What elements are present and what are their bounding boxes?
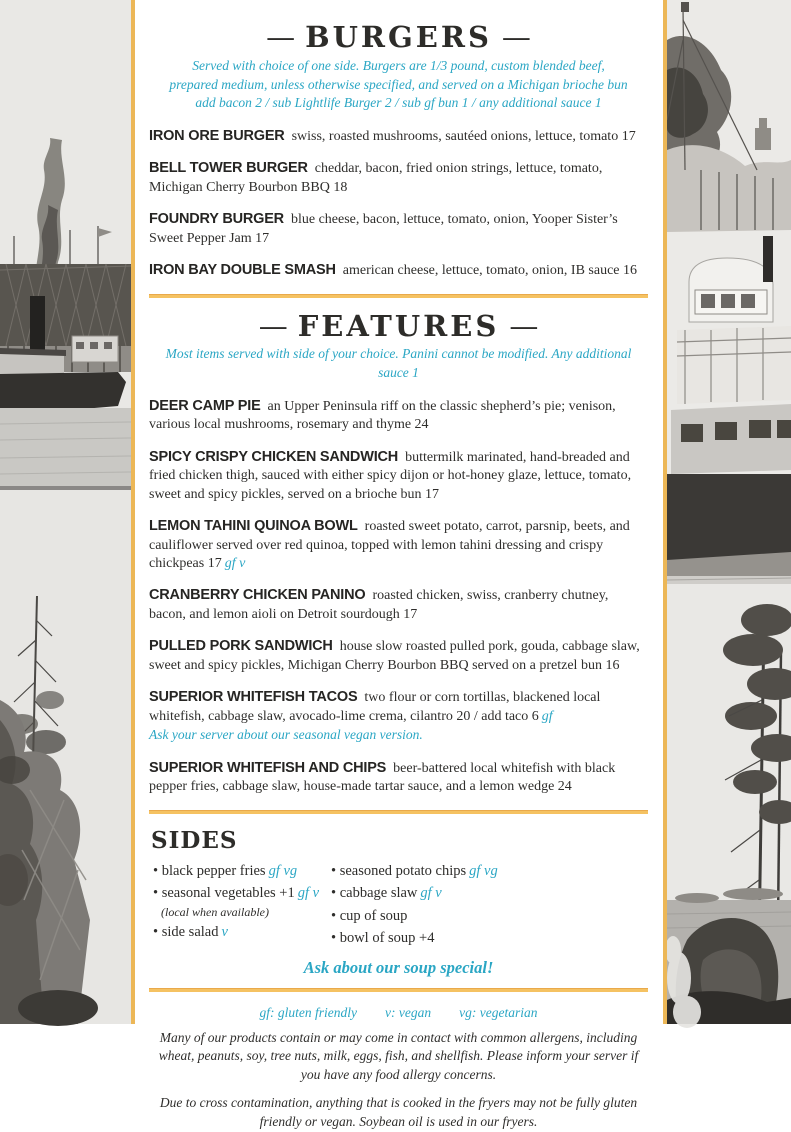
menu-item (149, 637, 648, 675)
footer (149, 1005, 648, 1132)
section-divider (149, 294, 648, 298)
features-list (149, 397, 648, 797)
menu-item (149, 159, 648, 197)
dash-ornament: — (258, 308, 288, 343)
sides-title: SIDES (151, 826, 238, 854)
menu-item (149, 448, 648, 504)
item-dietary-tags: gf v (224, 556, 246, 571)
burgers-title: — BURGERS — (149, 22, 648, 54)
note-line: Most items served with side of your choice. Panini cannot be modified. Any additional sauce 1 (165, 346, 632, 381)
side-item-note: (local when available) (161, 904, 269, 919)
item-dietary-tags: gf vg (469, 862, 498, 879)
right-photo-strip (667, 0, 791, 1024)
item-name: SPICY CRISPY CHICKEN SANDWICH (149, 448, 399, 465)
item-name: SUPERIOR WHITEFISH AND CHIPS (149, 759, 387, 776)
item-name: IRON BAY DOUBLE SMASH (149, 262, 336, 279)
legend-item: v: vegan (385, 1004, 432, 1020)
side-item: • seasonal vegetables +1 gf v (local when available) (153, 882, 331, 919)
side-item: • cup of soup (331, 905, 498, 927)
item-name: SUPERIOR WHITEFISH TACOS (149, 689, 358, 706)
item-name: PULLED PORK SANDWICH (149, 638, 333, 655)
item-dietary-tags: gf v (420, 885, 442, 902)
dash-ornament: — (501, 20, 531, 54)
side-item: • side salad v (153, 921, 331, 943)
legend-item: vg: vegetarian (459, 1004, 538, 1020)
item-description: buttermilk marinated, hand-breaded and fried chicken thigh, sauced with either spicy dijon or hot-honey glaze, lettuce, tomato, sweet and spicy pickles, served on a brioche bun 17 (149, 449, 632, 502)
item-description: swiss, roasted mushrooms, sautéed onions, lettuce, tomato 17 (291, 128, 636, 144)
section-burgers (149, 22, 648, 281)
side-item: • cabbage slaw gf v (331, 882, 498, 904)
sides-column-1 (153, 860, 331, 950)
menu-item (149, 759, 648, 797)
section-sides (149, 827, 648, 978)
item-description: blue cheese, bacon, lettuce, tomato, onion, Yooper Sister’s Sweet Pepper Jam 17 (149, 212, 618, 246)
legend-item: gf: gluten friendly (259, 1004, 358, 1020)
menu-item (149, 586, 648, 624)
cliff-pine-photo (0, 490, 131, 1024)
note-line: prepared medium, unless otherwise specified, and served on a Michigan brioche bun (169, 76, 628, 92)
menu-item (149, 397, 648, 435)
side-item: • black pepper fries gf vg (153, 860, 331, 882)
soup-special-note: Ask about our soup special! (303, 957, 494, 977)
left-photo-strip (0, 0, 131, 1024)
side-item: • bowl of soup +4 (331, 927, 498, 949)
section-features (149, 308, 648, 797)
section-divider (149, 810, 648, 814)
menu-item (149, 261, 648, 280)
dash-ornament: — (509, 308, 539, 343)
sides-column-2 (331, 860, 498, 950)
item-name: CRANBERRY CHICKEN PANINO (149, 587, 366, 604)
burgers-list (149, 127, 648, 281)
burgers-note (149, 57, 648, 113)
item-dietary-tags: gf v (297, 885, 320, 902)
item-description: american cheese, lettuce, tomato, onion, IB sauce 16 (342, 263, 638, 279)
item-description: roasted chicken, swiss, cranberry chutney, bacon, and lemon aioli on Detroit sourdough 17 (149, 588, 609, 622)
menu-item (149, 127, 648, 146)
menu-item (149, 517, 648, 573)
menu-item (149, 210, 648, 248)
item-dietary-tags: gf (541, 708, 553, 724)
item-dietary-tags: v (221, 924, 228, 941)
item-description: beer-battered local whitefish with black pepper fries, cabbage slaw, house-made tartar sauce, and a lemon wedge 24 (149, 760, 616, 795)
item-name: LEMON TAHINI QUINOA BOWL (149, 518, 358, 535)
dash-ornament: — (266, 20, 296, 54)
allergen-notice: Many of our products contain or may come in contact with common allergens, including wheat, peanuts, soy, tree nuts, milk, eggs, fish, and shellfish. Please inform your server if you have any food allergy concerns. (158, 1029, 639, 1083)
item-dietary-tags: gf vg (268, 862, 298, 879)
sides-columns (153, 860, 648, 950)
item-description: cheddar, bacon, fried onion strings, lettuce, tomato, Michigan Cherry Bourbon BBQ 18 (149, 161, 603, 195)
item-description: roasted sweet potato, carrot, parsnip, beets, and cauliflower served over red quinoa, topped with lemon tahini dressing and crispy chickpeas 17 (149, 519, 630, 571)
features-title: — FEATURES — (149, 311, 648, 343)
fryer-notice: Due to cross contamination, anything that is cooked in the fryers may not be fully gluten friendly or vegan. Soybean oil is used in our fryers. (159, 1095, 638, 1130)
dietary-legend (149, 1005, 648, 1021)
item-name: DEER CAMP PIE (149, 397, 261, 414)
item-name: BELL TOWER BURGER (149, 160, 308, 177)
side-item: • seasoned potato chips gf vg (331, 860, 498, 882)
section-divider (149, 988, 648, 992)
item-name: FOUNDRY BURGER (149, 211, 284, 228)
features-note (149, 345, 648, 382)
menu-panel (135, 0, 663, 1130)
item-note: Ask your server about our seasonal vegan version. (149, 727, 423, 743)
item-description: house slow roasted pulled pork, gouda, cabbage slaw, sweet and spicy pickles, Michigan Cherry Bourbon BBQ served on a pretzel bun 16 (149, 639, 640, 673)
menu-item (149, 688, 648, 745)
item-description: two flour or corn tortillas, blackened local whitefish, cabbage slaw, avocado-lime crema, cilantro 20 / add taco 6 (149, 690, 601, 724)
item-name: IRON ORE BURGER (149, 127, 285, 144)
right-gold-border (663, 0, 667, 1024)
note-line: Served with choice of one side. Burgers are 1/3 pound, custom blended beef, (192, 57, 605, 73)
item-description: an Upper Peninsula riff on the classic shepherd’s pie; venison, various local mushrooms, rosemary and thyme 24 (149, 398, 616, 433)
note-line: add bacon 2 / sub Lightlife Burger 2 / sub gf bun 1 / any additional sauce 1 (195, 95, 602, 111)
shoreline-rock-photo (667, 584, 791, 1024)
